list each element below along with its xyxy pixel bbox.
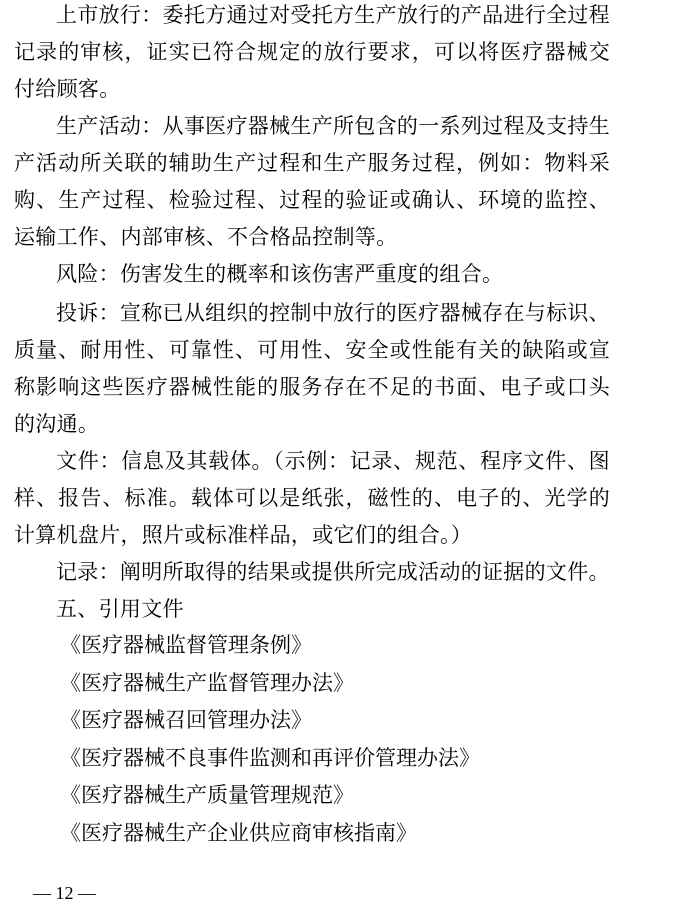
reference-item: 《医疗器械生产质量管理规范》 <box>60 783 354 807</box>
paragraph-document: 文件：信息及其载体。（示例：记录、规范、程序文件、图样、报告、标准。载体可以是纸张，磁性的、电子的、光学的计算机盘片，照片或标准样品，或它们的组合。） <box>14 449 610 547</box>
paragraph-release: 上市放行：委托方通过对受托方生产放行的产品进行全过程记录的审核，证实已符合规定的放行要求，可以将医疗器械交付给顾客。 <box>14 3 610 101</box>
page-number: — 12 — <box>33 883 96 903</box>
section-heading-references: 五、引用文件 <box>56 597 184 621</box>
reference-item: 《医疗器械监督管理条例》 <box>60 633 312 657</box>
reference-item: 《医疗器械生产监督管理办法》 <box>60 670 354 695</box>
paragraph-complaint: 投诉：宣称已从组织的控制中放行的医疗器械存在与标识、质量、耐用性、可靠性、可用性、安全或性能有关的缺陷或宣称影响这些医疗器械性能的服务存在不足的书面、电子或口头的沟通。 <box>14 301 610 436</box>
reference-item: 《医疗器械召回管理办法》 <box>60 708 312 732</box>
reference-item: 《医疗器械生产企业供应商审核指南》 <box>60 820 417 845</box>
paragraph-production-activity: 生产活动：从事医疗器械生产所包含的一系列过程及支持生产活动所关联的辅助生产过程和生产服务过程，例如：物料采购、生产过程、检验过程、过程的验证或确认、环境的监控、运输工作、内部审核、不合格品控制等。 <box>14 114 610 249</box>
reference-list <box>60 627 480 852</box>
reference-item: 《医疗器械不良事件监测和再评价管理办法》 <box>60 745 480 770</box>
paragraph-risk: 风险：伤害发生的概率和该伤害严重度的组合。 <box>56 262 504 286</box>
paragraph-record: 记录：阐明所取得的结果或提供所完成活动的证据的文件。 <box>56 560 610 584</box>
